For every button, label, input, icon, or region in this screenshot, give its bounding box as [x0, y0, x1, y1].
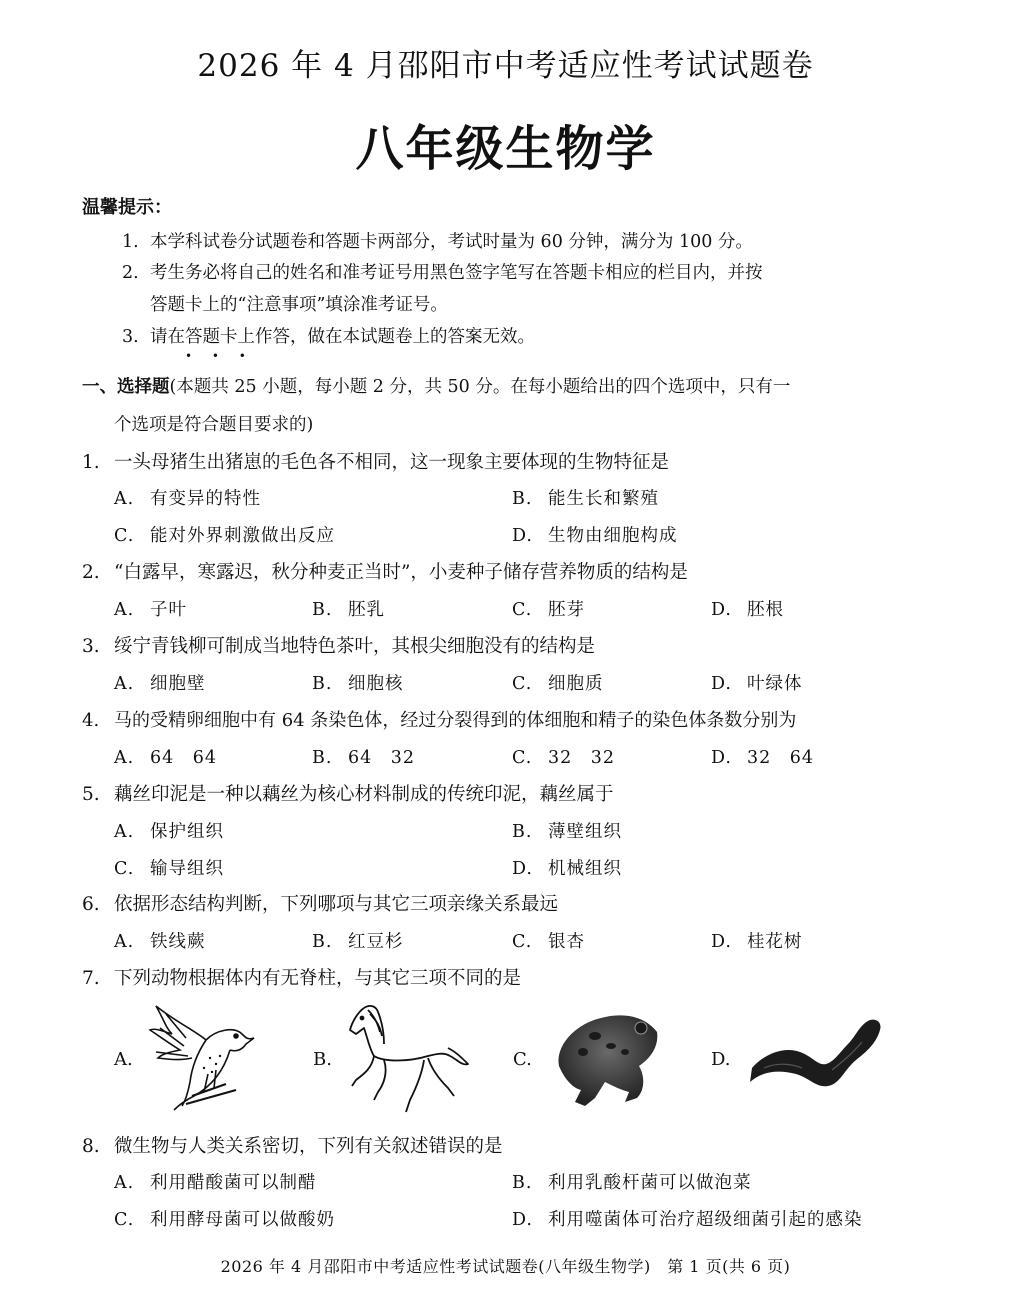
- question-number: 4.: [82, 710, 100, 731]
- option-a[interactable]: [114, 670, 206, 695]
- option-letter: C.: [512, 600, 533, 620]
- option-text: 能对外界刺激做出反应: [150, 526, 335, 546]
- option-a[interactable]: [114, 744, 217, 769]
- option-letter: B.: [512, 489, 533, 509]
- option-text: 32 64: [747, 748, 815, 768]
- question-number: 2.: [82, 562, 100, 583]
- option-letter: B.: [312, 674, 333, 694]
- option-text: 胚根: [747, 600, 784, 620]
- option-a[interactable]: [114, 596, 187, 621]
- option-text: 机械组织: [548, 859, 622, 879]
- frog-photo-icon: [545, 1006, 661, 1112]
- option-text: 有变异的特性: [150, 489, 261, 509]
- option-b[interactable]: [312, 928, 404, 953]
- emphasized-text: [185, 327, 254, 363]
- option-letter: B.: [312, 932, 333, 952]
- section-title: 一、选择题: [82, 377, 170, 397]
- section-description-cont: 个选项是符合题目要求的): [114, 415, 314, 435]
- question-number: 8.: [82, 1136, 100, 1157]
- option-text: 薄壁组织: [548, 822, 622, 842]
- option-c[interactable]: [512, 744, 615, 769]
- option-a[interactable]: [114, 1169, 317, 1194]
- option-d[interactable]: [512, 522, 678, 547]
- option-text: 输导组织: [150, 859, 224, 879]
- question-stem: 藕丝印泥是一种以藕丝为核心材料制成的传统印泥，藕丝属于: [114, 784, 614, 805]
- option-c[interactable]: [114, 522, 335, 547]
- question-number: 7.: [82, 968, 100, 989]
- question-stem: 微生物与人类关系密切，下列有关叙述错误的是: [114, 1136, 503, 1157]
- option-text: 桂花树: [747, 932, 803, 952]
- section-description: (本题共 25 小题，每小题 2 分，共 50 分。在每小题给出的四个选项中，只有一: [169, 377, 791, 397]
- question-number: 5.: [82, 784, 100, 805]
- tip-2-continued: 答题卡上的“注意事项”填涂准考证号。: [150, 295, 448, 315]
- option-b[interactable]: [512, 485, 659, 510]
- question-1: [82, 448, 669, 474]
- question-stem: 依据形态结构判断，下列哪项与其它三项亲缘关系最远: [114, 894, 559, 915]
- option-letter: A.: [114, 1173, 135, 1193]
- option-a[interactable]: [114, 818, 224, 843]
- option-letter: C.: [114, 526, 135, 546]
- option-letter: D.: [512, 526, 533, 546]
- tip-1: [122, 228, 753, 253]
- option-text: 子叶: [150, 600, 187, 620]
- option-letter: A.: [114, 600, 135, 620]
- option-text: 利用噬菌体可治疗超级细菌引起的感染: [548, 1210, 863, 1230]
- option-letter: D.: [711, 600, 732, 620]
- subject-title: 八年级生物学: [355, 121, 656, 177]
- option-c[interactable]: [512, 596, 585, 621]
- option-text: 红豆杉: [348, 932, 404, 952]
- tips-heading: 温馨提示：: [82, 197, 172, 218]
- option-letter: A.: [114, 674, 135, 694]
- option-d[interactable]: [711, 670, 803, 695]
- question-3: [82, 632, 595, 658]
- question-number: 6.: [82, 894, 100, 915]
- question-4: [82, 706, 796, 732]
- option-a[interactable]: A.: [114, 1049, 133, 1070]
- option-text: 细胞核: [348, 674, 404, 694]
- option-letter: A.: [114, 932, 135, 952]
- option-letter: D.: [512, 1210, 533, 1230]
- option-text: 利用醋酸菌可以制醋: [150, 1173, 317, 1193]
- option-letter: C.: [512, 674, 533, 694]
- option-letter: D.: [512, 859, 533, 879]
- option-text: 利用酵母菌可以做酸奶: [150, 1210, 335, 1230]
- bird-illustration-icon: [146, 1000, 258, 1118]
- option-d[interactable]: [512, 855, 622, 880]
- tip-number: 3.: [122, 327, 139, 347]
- option-text: 银杏: [548, 932, 585, 952]
- option-c[interactable]: [512, 670, 604, 695]
- option-text: 胚乳: [348, 600, 385, 620]
- question-stem: 下列动物根据体内有无脊柱，与其它三项不同的是: [114, 968, 522, 989]
- option-letter: C.: [114, 1210, 135, 1230]
- option-letter: B.: [512, 1173, 533, 1193]
- option-text: 64 64: [150, 748, 218, 768]
- option-a[interactable]: [114, 928, 206, 953]
- tip-text-pre: 请在: [150, 327, 185, 347]
- question-number: 1.: [82, 452, 100, 473]
- option-text: 胚芽: [548, 600, 585, 620]
- option-letter: B.: [312, 748, 333, 768]
- tip-text: 本学科试卷分试题卷和答题卡两部分，考试时量为 60 分钟，满分为 100 分。: [150, 232, 753, 252]
- option-d[interactable]: D.: [711, 1049, 731, 1070]
- option-text: 细胞质: [548, 674, 604, 694]
- option-c[interactable]: C.: [513, 1049, 532, 1070]
- option-b[interactable]: [512, 1169, 752, 1194]
- option-b[interactable]: [312, 670, 404, 695]
- option-d[interactable]: [711, 928, 803, 953]
- option-text: 叶绿体: [747, 674, 803, 694]
- option-letter: B.: [312, 600, 333, 620]
- option-b[interactable]: B.: [313, 1049, 332, 1070]
- horse-illustration-icon: [344, 1000, 472, 1118]
- option-b[interactable]: [312, 596, 385, 621]
- question-stem: 一头母猪生出猪崽的毛色各不相同，这一现象主要体现的生物特征是: [114, 452, 670, 473]
- option-letter: C.: [512, 748, 533, 768]
- tip-3: [122, 323, 535, 363]
- option-letter: A.: [114, 489, 135, 509]
- question-number: 3.: [82, 636, 100, 657]
- option-text: 32 32: [548, 748, 616, 768]
- option-letter: D.: [711, 748, 732, 768]
- option-c[interactable]: [114, 1206, 335, 1231]
- emphasis-dots: • • •: [185, 349, 254, 363]
- option-letter: D.: [711, 674, 732, 694]
- option-letter: A.: [114, 748, 135, 768]
- page-footer: 2026 年 4 月邵阳市中考适应性考试试题卷(八年级生物学) 第 1 页(共 6 页): [220, 1257, 791, 1276]
- question-6: [82, 890, 558, 916]
- option-b[interactable]: [312, 744, 415, 769]
- option-letter: C.: [512, 932, 533, 952]
- option-c[interactable]: [114, 855, 224, 880]
- tip-number: 1.: [122, 232, 139, 252]
- option-text: 能生长和繁殖: [548, 489, 659, 509]
- option-d[interactable]: [711, 744, 814, 769]
- question-stem: 绥宁青钱柳可制成当地特色茶叶，其根尖细胞没有的结构是: [114, 636, 596, 657]
- exam-title: 2026 年 4 月邵阳市中考适应性考试试题卷: [197, 48, 814, 84]
- question-7: [82, 964, 521, 990]
- option-letter: A.: [114, 822, 135, 842]
- tip-2: [122, 259, 763, 284]
- question-2: [82, 558, 688, 584]
- option-letter: B.: [512, 822, 533, 842]
- option-b[interactable]: [512, 818, 622, 843]
- option-a[interactable]: [114, 485, 261, 510]
- option-letter: C.: [114, 859, 135, 879]
- question-stem: “白露早，寒露迟，秋分种麦正当时”，小麦种子储存营养物质的结构是: [114, 562, 688, 583]
- question-8: [82, 1132, 503, 1158]
- tip-text-post: 上作答，做在本试题卷上的答案无效。: [237, 327, 535, 347]
- option-letter: D.: [711, 932, 732, 952]
- option-d[interactable]: [711, 596, 784, 621]
- section-heading: [82, 373, 790, 398]
- question-stem: 马的受精卵细胞中有 64 条染色体，经过分裂得到的体细胞和精子的染色体条数分别为: [114, 710, 797, 731]
- tip-number: 2.: [122, 263, 139, 283]
- option-c[interactable]: [512, 928, 585, 953]
- emphasis-word: 答题卡: [185, 327, 238, 347]
- option-text: 保护组织: [150, 822, 224, 842]
- question-5: [82, 780, 614, 806]
- option-text: 64 32: [348, 748, 416, 768]
- option-text: 生物由细胞构成: [548, 526, 678, 546]
- option-text: 细胞壁: [150, 674, 206, 694]
- option-text: 利用乳酸杆菌可以做泡菜: [548, 1173, 752, 1193]
- tip-text: 考生务必将自己的姓名和准考证号用黑色签字笔写在答题卡相应的栏目内，并按: [150, 263, 763, 283]
- earthworm-photo-icon: [744, 1010, 886, 1102]
- option-text: 铁线蕨: [150, 932, 206, 952]
- option-d[interactable]: [512, 1206, 863, 1231]
